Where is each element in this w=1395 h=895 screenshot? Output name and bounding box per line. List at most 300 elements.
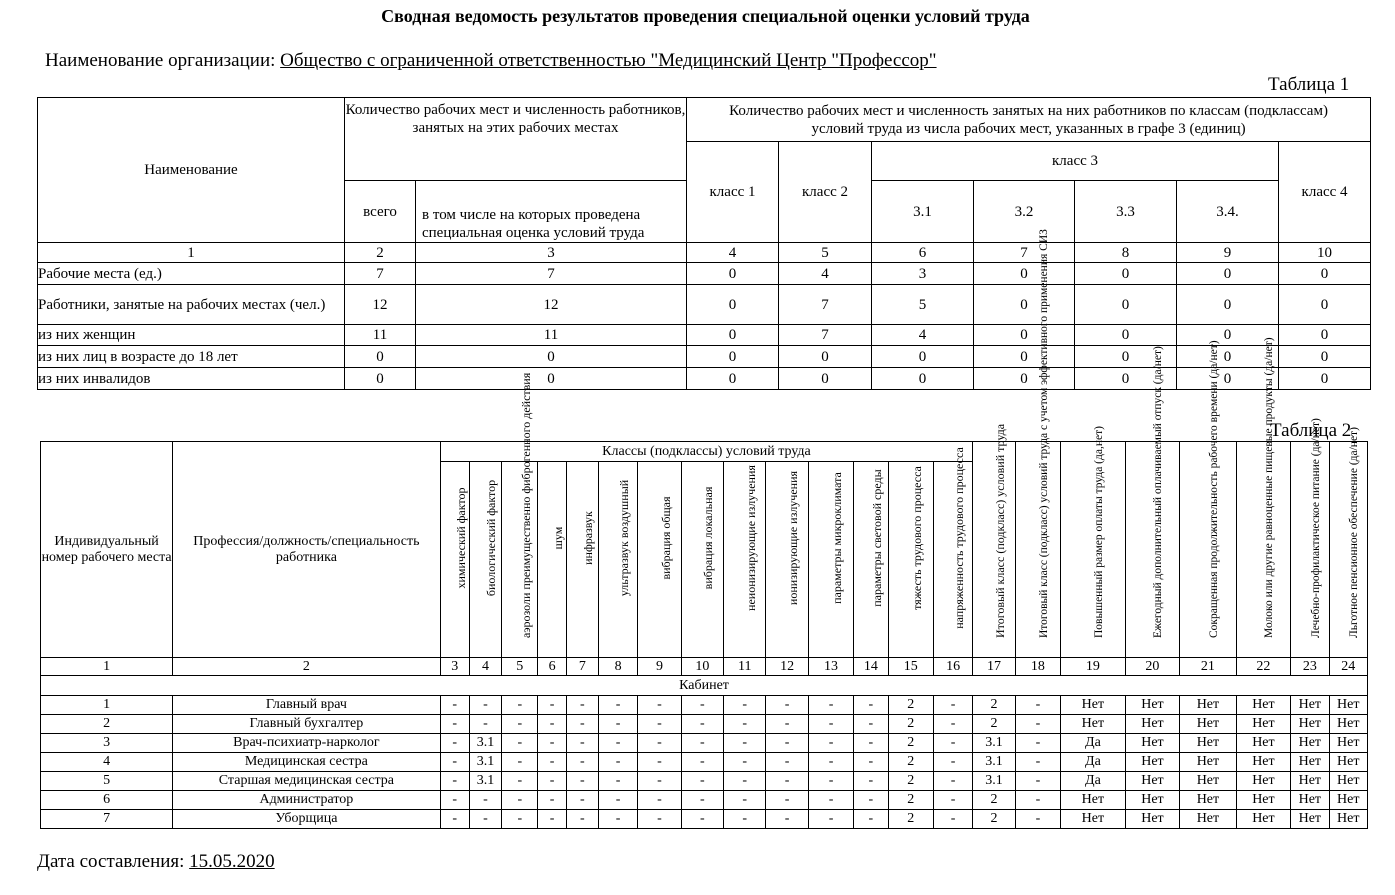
factor-label: аэрозоли преимущественно фиброгенного действия	[518, 372, 533, 638]
cell-value: 7	[345, 263, 416, 285]
header-assessed: в том числе на которых проведена специальная оценка условий труда	[416, 181, 687, 243]
cell-value: Нет	[1291, 791, 1329, 810]
column-number: 20	[1125, 658, 1179, 676]
cell-value: 6	[41, 791, 173, 810]
column-number: 13	[808, 658, 853, 676]
header-guarantee	[1236, 337, 1290, 658]
cell-value: 1	[41, 696, 173, 715]
cell-value: -	[1015, 696, 1060, 715]
profession-cell: Старшая медицинская сестра	[173, 772, 440, 791]
cell-value: -	[854, 791, 888, 810]
factor-label: шум	[551, 526, 566, 550]
cell-value: 0	[416, 346, 687, 368]
header-factor	[808, 462, 853, 658]
cell-value: Нет	[1180, 810, 1237, 829]
cell-value: -	[502, 696, 538, 715]
cell-value: -	[766, 791, 808, 810]
cell-value: 2	[888, 696, 933, 715]
cell-value: -	[502, 810, 538, 829]
factor-label: неионизирующие излучения	[743, 465, 758, 611]
cell-value: -	[681, 696, 723, 715]
cell-value: 0	[1177, 285, 1279, 325]
cell-value: -	[638, 772, 681, 791]
cell-value: Нет	[1125, 696, 1179, 715]
cell-value: -	[502, 715, 538, 734]
cell-value: -	[681, 791, 723, 810]
page-title: Сводная ведомость результатов проведения специальной оценки условий труда	[381, 6, 1030, 26]
header-workplaces-count: Количество рабочих мест и численность работников, занятых на этих рабочих местах	[345, 98, 687, 181]
cell-value: -	[440, 810, 469, 829]
column-number: 8	[1075, 243, 1177, 263]
row-name: Работники, занятые на рабочих местах (чел.)	[38, 285, 345, 325]
column-numbers-row	[41, 658, 1368, 676]
cell-value: Нет	[1061, 696, 1126, 715]
column-number: 22	[1236, 658, 1290, 676]
cell-value: 2	[973, 810, 1015, 829]
guarantee-label: Молоко или другие равноценные пищевые продукты (да/нет)	[1263, 337, 1276, 638]
cell-value: 0	[872, 346, 974, 368]
cell-value: 3	[41, 734, 173, 753]
cell-value: -	[854, 753, 888, 772]
cell-value: -	[766, 715, 808, 734]
cell-value: Нет	[1329, 753, 1368, 772]
cell-value: -	[724, 753, 766, 772]
cell-value: 0	[345, 346, 416, 368]
cell-value: -	[566, 810, 598, 829]
factor-label: тяжесть трудового процесса	[909, 466, 924, 610]
section-label: Кабинет	[41, 676, 1368, 696]
cell-value: 0	[779, 368, 872, 390]
cell-value: Нет	[1291, 734, 1329, 753]
cell-value: Нет	[1125, 791, 1179, 810]
cell-value: -	[502, 734, 538, 753]
cell-value: Нет	[1125, 734, 1179, 753]
header-workplace-id: Индивидуальный номер рабочего места	[41, 442, 173, 658]
cell-value: 7	[416, 263, 687, 285]
cell-value: -	[538, 810, 566, 829]
cell-value: 0	[1279, 368, 1371, 390]
date-label: Дата составления:	[37, 851, 185, 872]
cell-value: -	[933, 791, 972, 810]
cell-value: 4	[41, 753, 173, 772]
cell-value: -	[854, 772, 888, 791]
column-number: 7	[566, 658, 598, 676]
column-numbers-row	[38, 243, 1371, 263]
cell-value: 0	[1075, 285, 1177, 325]
table-row	[38, 263, 1371, 285]
cell-value: -	[638, 753, 681, 772]
factor-label: биологический фактор	[484, 479, 499, 597]
cell-value: -	[638, 734, 681, 753]
cell-value: -	[469, 696, 501, 715]
cell-value: -	[681, 753, 723, 772]
cell-value: 2	[973, 791, 1015, 810]
cell-value: -	[566, 791, 598, 810]
table2-caption: Таблица 2	[1270, 420, 1352, 441]
cell-value: -	[808, 791, 853, 810]
cell-value: Нет	[1291, 696, 1329, 715]
cell-value: -	[724, 791, 766, 810]
organization-label: Наименование организации:	[45, 50, 276, 71]
factor-label: ультразвук воздушный	[617, 479, 632, 597]
cell-value: -	[469, 791, 501, 810]
header-guarantee	[1329, 427, 1368, 658]
cell-value: -	[440, 772, 469, 791]
profession-cell: Медицинская сестра	[173, 753, 440, 772]
table-row	[38, 368, 1371, 390]
cell-value: -	[598, 715, 637, 734]
cell-value: 3.1	[973, 734, 1015, 753]
column-number: 17	[973, 658, 1015, 676]
cell-value: 0	[1279, 346, 1371, 368]
cell-value: Нет	[1329, 791, 1368, 810]
cell-value: -	[1015, 772, 1060, 791]
cell-value: 0	[687, 346, 779, 368]
column-number: 8	[598, 658, 637, 676]
header-work-conditions-classes: Классы (подклассы) условий труда	[440, 442, 973, 462]
cell-value: -	[1015, 753, 1060, 772]
cell-value: -	[933, 734, 972, 753]
section-row	[41, 676, 1368, 696]
cell-value: 11	[345, 325, 416, 346]
header-workplaces-by-class: Количество рабочих мест и численность занятых на них работников по классам (подклассам) условий труда из числа рабочих мест, указанных в графе 3 (единиц)	[687, 98, 1371, 142]
cell-value: 3	[872, 263, 974, 285]
cell-value: Нет	[1180, 734, 1237, 753]
cell-value: -	[440, 753, 469, 772]
guarantee-label: Повышенный размер оплаты труда (да,нет)	[1092, 426, 1105, 638]
cell-value: 3.1	[973, 772, 1015, 791]
cell-value: -	[538, 753, 566, 772]
cell-value: -	[1015, 810, 1060, 829]
cell-value: -	[854, 715, 888, 734]
cell-value: -	[566, 715, 598, 734]
cell-value: Нет	[1236, 734, 1290, 753]
cell-value: Нет	[1125, 715, 1179, 734]
column-number: 7	[974, 243, 1075, 263]
header-factor	[638, 462, 681, 658]
cell-value: -	[538, 696, 566, 715]
cell-value: Нет	[1180, 696, 1237, 715]
cell-value: -	[502, 772, 538, 791]
profession-cell: Главный врач	[173, 696, 440, 715]
column-number: 18	[1015, 658, 1060, 676]
row-name: из них инвалидов	[38, 368, 345, 390]
cell-value: -	[638, 696, 681, 715]
cell-value: Нет	[1291, 772, 1329, 791]
cell-value: -	[538, 734, 566, 753]
cell-value: -	[638, 791, 681, 810]
cell-value: 0	[1177, 346, 1279, 368]
column-number: 4	[687, 243, 779, 263]
row-name: из них женщин	[38, 325, 345, 346]
cell-value: 2	[888, 791, 933, 810]
table-row	[41, 734, 1368, 753]
cell-value: Нет	[1125, 772, 1179, 791]
column-number: 6	[872, 243, 974, 263]
guarantee-label: Льготное пенсионное обеспечение (да/нет)	[1348, 427, 1361, 638]
cell-value: -	[724, 772, 766, 791]
cell-value: 0	[1279, 263, 1371, 285]
factor-label: вибрация общая	[658, 496, 673, 580]
cell-value: Нет	[1291, 753, 1329, 772]
cell-value: 2	[888, 715, 933, 734]
cell-value: Нет	[1329, 734, 1368, 753]
cell-value: Нет	[1125, 753, 1179, 772]
column-number: 4	[469, 658, 501, 676]
cell-value: -	[766, 734, 808, 753]
cell-value: 0	[974, 346, 1075, 368]
cell-value: Нет	[1180, 753, 1237, 772]
table-row	[38, 285, 1371, 325]
cell-value: -	[766, 753, 808, 772]
column-number: 16	[933, 658, 972, 676]
profession-cell: Администратор	[173, 791, 440, 810]
cell-value: 0	[416, 368, 687, 390]
cell-value: Нет	[1180, 791, 1237, 810]
header-class2: класс 2	[779, 142, 872, 243]
cell-value: 2	[888, 753, 933, 772]
cell-value: -	[566, 753, 598, 772]
header-final-class: Итоговый класс (подкласс) условий труда	[973, 442, 1015, 658]
cell-value: -	[440, 791, 469, 810]
cell-value: -	[440, 734, 469, 753]
cell-value: 7	[41, 810, 173, 829]
guarantee-label: Сокращенная продолжительность рабочего времени (да/нет)	[1207, 340, 1220, 638]
cell-value: -	[854, 810, 888, 829]
cell-value: 0	[1177, 325, 1279, 346]
cell-value: -	[598, 772, 637, 791]
cell-value: -	[933, 810, 972, 829]
header-total: всего	[345, 181, 416, 243]
cell-value: 2	[973, 715, 1015, 734]
cell-value: 2	[888, 772, 933, 791]
header-factor	[502, 372, 538, 658]
header-name: Наименование	[38, 98, 345, 243]
cell-value: 0	[1075, 263, 1177, 285]
header-class3-2: 3.2	[974, 181, 1075, 243]
cell-value: 0	[345, 368, 416, 390]
factor-label: вибрация локальная	[701, 486, 716, 590]
header-factor	[566, 462, 598, 658]
cell-value: Нет	[1329, 715, 1368, 734]
column-number: 15	[888, 658, 933, 676]
cell-value: -	[598, 734, 637, 753]
header-class1: класс 1	[687, 142, 779, 243]
cell-value: -	[469, 810, 501, 829]
cell-value: Нет	[1061, 810, 1126, 829]
cell-value: Нет	[1061, 791, 1126, 810]
header-guarantee	[1061, 426, 1126, 658]
summary-table	[37, 97, 1371, 390]
profession-cell: Уборщица	[173, 810, 440, 829]
cell-value: -	[933, 696, 972, 715]
table-row	[41, 810, 1368, 829]
header-factor	[888, 462, 933, 658]
cell-value: 0	[1279, 325, 1371, 346]
factor-label: химический фактор	[453, 487, 468, 589]
cell-value: Да	[1061, 772, 1126, 791]
cell-value: 12	[345, 285, 416, 325]
cell-value: Нет	[1329, 696, 1368, 715]
header-guarantee	[1180, 340, 1237, 658]
organization-value: Общество с ограниченной ответственностью "Медицинский Центр "Профессор"	[280, 50, 937, 71]
cell-value: -	[724, 715, 766, 734]
cell-value: 0	[974, 325, 1075, 346]
header-factor	[681, 462, 723, 658]
table-row	[41, 791, 1368, 810]
profession-cell: Главный бухгалтер	[173, 715, 440, 734]
cell-value: 3.1	[973, 753, 1015, 772]
cell-value: -	[933, 772, 972, 791]
cell-value: -	[440, 715, 469, 734]
cell-value: 0	[1075, 368, 1177, 390]
cell-value: Нет	[1061, 715, 1126, 734]
row-name: из них лиц в возрасте до 18 лет	[38, 346, 345, 368]
cell-value: -	[538, 772, 566, 791]
header-factor	[598, 462, 637, 658]
cell-value: -	[681, 715, 723, 734]
header-class3-4: 3.4.	[1177, 181, 1279, 243]
cell-value: Нет	[1236, 810, 1290, 829]
cell-value: 7	[779, 285, 872, 325]
cell-value: -	[638, 810, 681, 829]
header-guarantee	[1125, 346, 1179, 658]
date-value: 15.05.2020	[189, 851, 275, 872]
cell-value: -	[854, 696, 888, 715]
cell-value: 0	[687, 368, 779, 390]
cell-value: -	[598, 791, 637, 810]
cell-value: -	[538, 791, 566, 810]
cell-value: Нет	[1180, 772, 1237, 791]
column-number: 19	[1061, 658, 1126, 676]
factor-label: параметры микроклимата	[830, 472, 845, 604]
cell-value: 12	[416, 285, 687, 325]
cell-value: -	[598, 810, 637, 829]
column-number: 12	[766, 658, 808, 676]
cell-value: 0	[1075, 346, 1177, 368]
column-number: 24	[1329, 658, 1368, 676]
table-row	[41, 715, 1368, 734]
cell-value: Нет	[1329, 810, 1368, 829]
header-class3-1: 3.1	[872, 181, 974, 243]
cell-value: 0	[1075, 325, 1177, 346]
cell-value: Нет	[1180, 715, 1237, 734]
column-number: 9	[1177, 243, 1279, 263]
cell-value: -	[808, 753, 853, 772]
cell-value: -	[681, 734, 723, 753]
column-number: 10	[681, 658, 723, 676]
cell-value: -	[766, 810, 808, 829]
row-name: Рабочие места (ед.)	[38, 263, 345, 285]
cell-value: -	[598, 753, 637, 772]
cell-value: 2	[973, 696, 1015, 715]
cell-value: 11	[416, 325, 687, 346]
column-number: 21	[1180, 658, 1237, 676]
cell-value: 3.1	[469, 734, 501, 753]
cell-value: -	[469, 715, 501, 734]
header-factor	[933, 447, 972, 658]
header-factor	[469, 462, 501, 658]
cell-value: -	[681, 772, 723, 791]
column-number: 3	[440, 658, 469, 676]
cell-value: -	[724, 696, 766, 715]
cell-value: 0	[974, 285, 1075, 325]
cell-value: Нет	[1236, 696, 1290, 715]
cell-value: Нет	[1236, 791, 1290, 810]
cell-value: Нет	[1125, 810, 1179, 829]
cell-value: 4	[872, 325, 974, 346]
cell-value: -	[766, 696, 808, 715]
cell-value: -	[681, 810, 723, 829]
cell-value: -	[933, 715, 972, 734]
table-row	[41, 753, 1368, 772]
cell-value: -	[808, 715, 853, 734]
cell-value: 2	[41, 715, 173, 734]
cell-value: 3.1	[469, 772, 501, 791]
cell-value: -	[566, 772, 598, 791]
header-class3: класс 3	[872, 142, 1279, 181]
column-number: 2	[345, 243, 416, 263]
cell-value: -	[808, 696, 853, 715]
table-row	[38, 346, 1371, 368]
column-number: 1	[41, 658, 173, 676]
cell-value: -	[502, 753, 538, 772]
cell-value: 5	[872, 285, 974, 325]
cell-value: -	[598, 696, 637, 715]
cell-value: -	[502, 791, 538, 810]
header-factor	[538, 462, 566, 658]
header-final-class-ppe: Итоговый класс (подкласс) условий труда с учетом эффективного применения СИЗ	[1015, 442, 1060, 658]
guarantee-label: Ежегодный дополнительный оплачиваемый отпуск (да/нет)	[1152, 346, 1165, 638]
cell-value: 0	[1279, 285, 1371, 325]
factor-label: параметры световой среды	[869, 469, 884, 607]
cell-value: 2	[888, 734, 933, 753]
factor-label: инфразвук	[581, 511, 596, 565]
guarantee-label: Лечебно-профилактическое питание (да/нет)	[1309, 418, 1322, 638]
column-number: 9	[638, 658, 681, 676]
header-guarantee	[1291, 418, 1329, 658]
table-row	[38, 325, 1371, 346]
cell-value: Да	[1061, 734, 1126, 753]
cell-value: 2	[888, 810, 933, 829]
table-row	[41, 772, 1368, 791]
column-number: 2	[173, 658, 440, 676]
compilation-date	[37, 851, 275, 873]
cell-value: -	[1015, 715, 1060, 734]
cell-value: -	[766, 772, 808, 791]
header-factor	[854, 462, 888, 658]
cell-value: 0	[687, 285, 779, 325]
cell-value: -	[638, 715, 681, 734]
cell-value: 0	[687, 325, 779, 346]
cell-value: Нет	[1291, 810, 1329, 829]
cell-value: -	[566, 734, 598, 753]
cell-value: Нет	[1291, 715, 1329, 734]
cell-value: 0	[974, 263, 1075, 285]
cell-value: -	[440, 696, 469, 715]
cell-value: 0	[1177, 263, 1279, 285]
cell-value: -	[724, 734, 766, 753]
cell-value: -	[724, 810, 766, 829]
cell-value: -	[808, 810, 853, 829]
header-class4: класс 4	[1279, 142, 1371, 243]
header-factor	[766, 462, 808, 658]
factor-label: ионизирующие излучения	[786, 470, 801, 606]
header-factor	[724, 462, 766, 658]
factor-label: напряженность трудового процесса	[952, 447, 967, 629]
cell-value: -	[808, 734, 853, 753]
cell-value: -	[1015, 734, 1060, 753]
